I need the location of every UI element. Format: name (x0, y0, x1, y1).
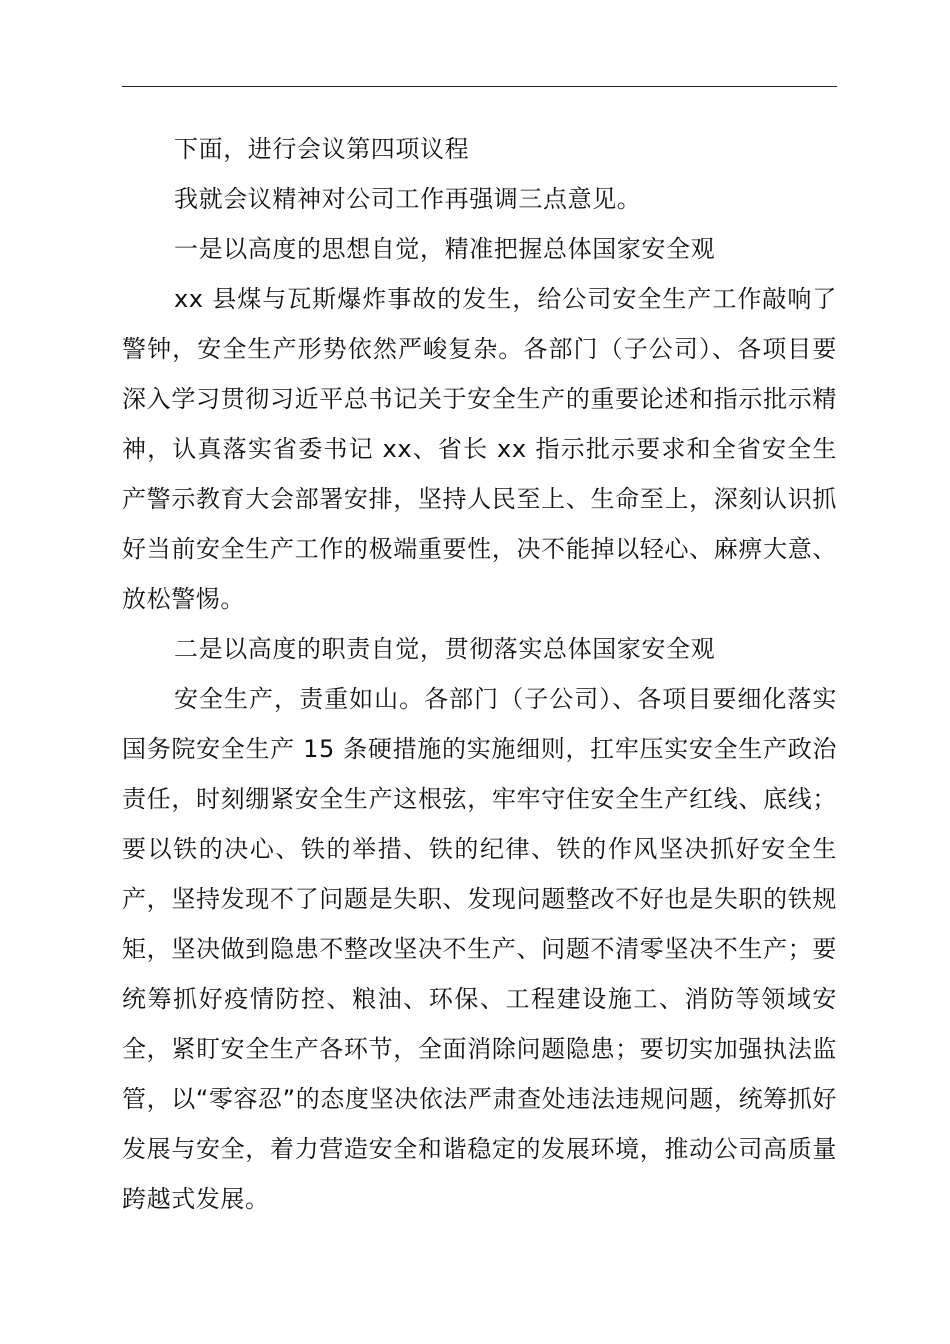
document-body (122, 124, 837, 1224)
paragraph-agenda: 下面，进行会议第四项议程 (174, 135, 470, 163)
heading-point-two: 二是以高度的职责自觉，贯彻落实总体国家安全观 (174, 635, 716, 663)
paragraph-point-one: xx 县煤与瓦斯爆炸事故的发生，给公司安全生产工作敲响了警钟，安全生产形势依然严峻复杂。各部门（子公司）、各项目要深入学习贯彻习近平总书记关于安全生产的重要论述和指示批示精神，认真落实省委书记 xx、省长 xx 指示批示要求和全省安全生产警示教育大会部署安排，坚持人民至上、生命至上，深刻认识抓好当前安全生产工作的极端重要性，决不能掉以轻心、麻痹大意、放松警惕。 (122, 285, 837, 613)
heading-point-one: 一是以高度的思想自觉，精准把握总体国家安全观 (174, 235, 716, 263)
paragraph-point-two: 安全生产，责重如山。各部门（子公司）、各项目要细化落实国务院安全生产 15 条硬措施的实施细则，扛牢压实安全生产政治责任，时刻绷紧安全生产这根弦，牢牢守住安全生产红线、底线；要以铁的决心、铁的举措、铁的纪律、铁的作风坚决抓好安全生产，坚持发现不了问题是失职、发现问题整改不好也是失职的铁规矩，坚决做到隐患不整改坚决不生产、问题不清零坚决不生产；要统筹抓好疫情防控、粮油、环保、工程建设施工、消防等领域安全，紧盯安全生产各环节，全面消除问题隐患；要切实加强执法监管，以“零容忍”的态度坚决依法严肃查处违法违规问题，统筹抓好发展与安全，着力营造安全和谐稳定的发展环境，推动公司高质量跨越式发展。 (122, 685, 837, 1213)
header-rule (122, 86, 837, 87)
paragraph-intro: 我就会议精神对公司工作再强调三点意见。 (174, 185, 642, 213)
